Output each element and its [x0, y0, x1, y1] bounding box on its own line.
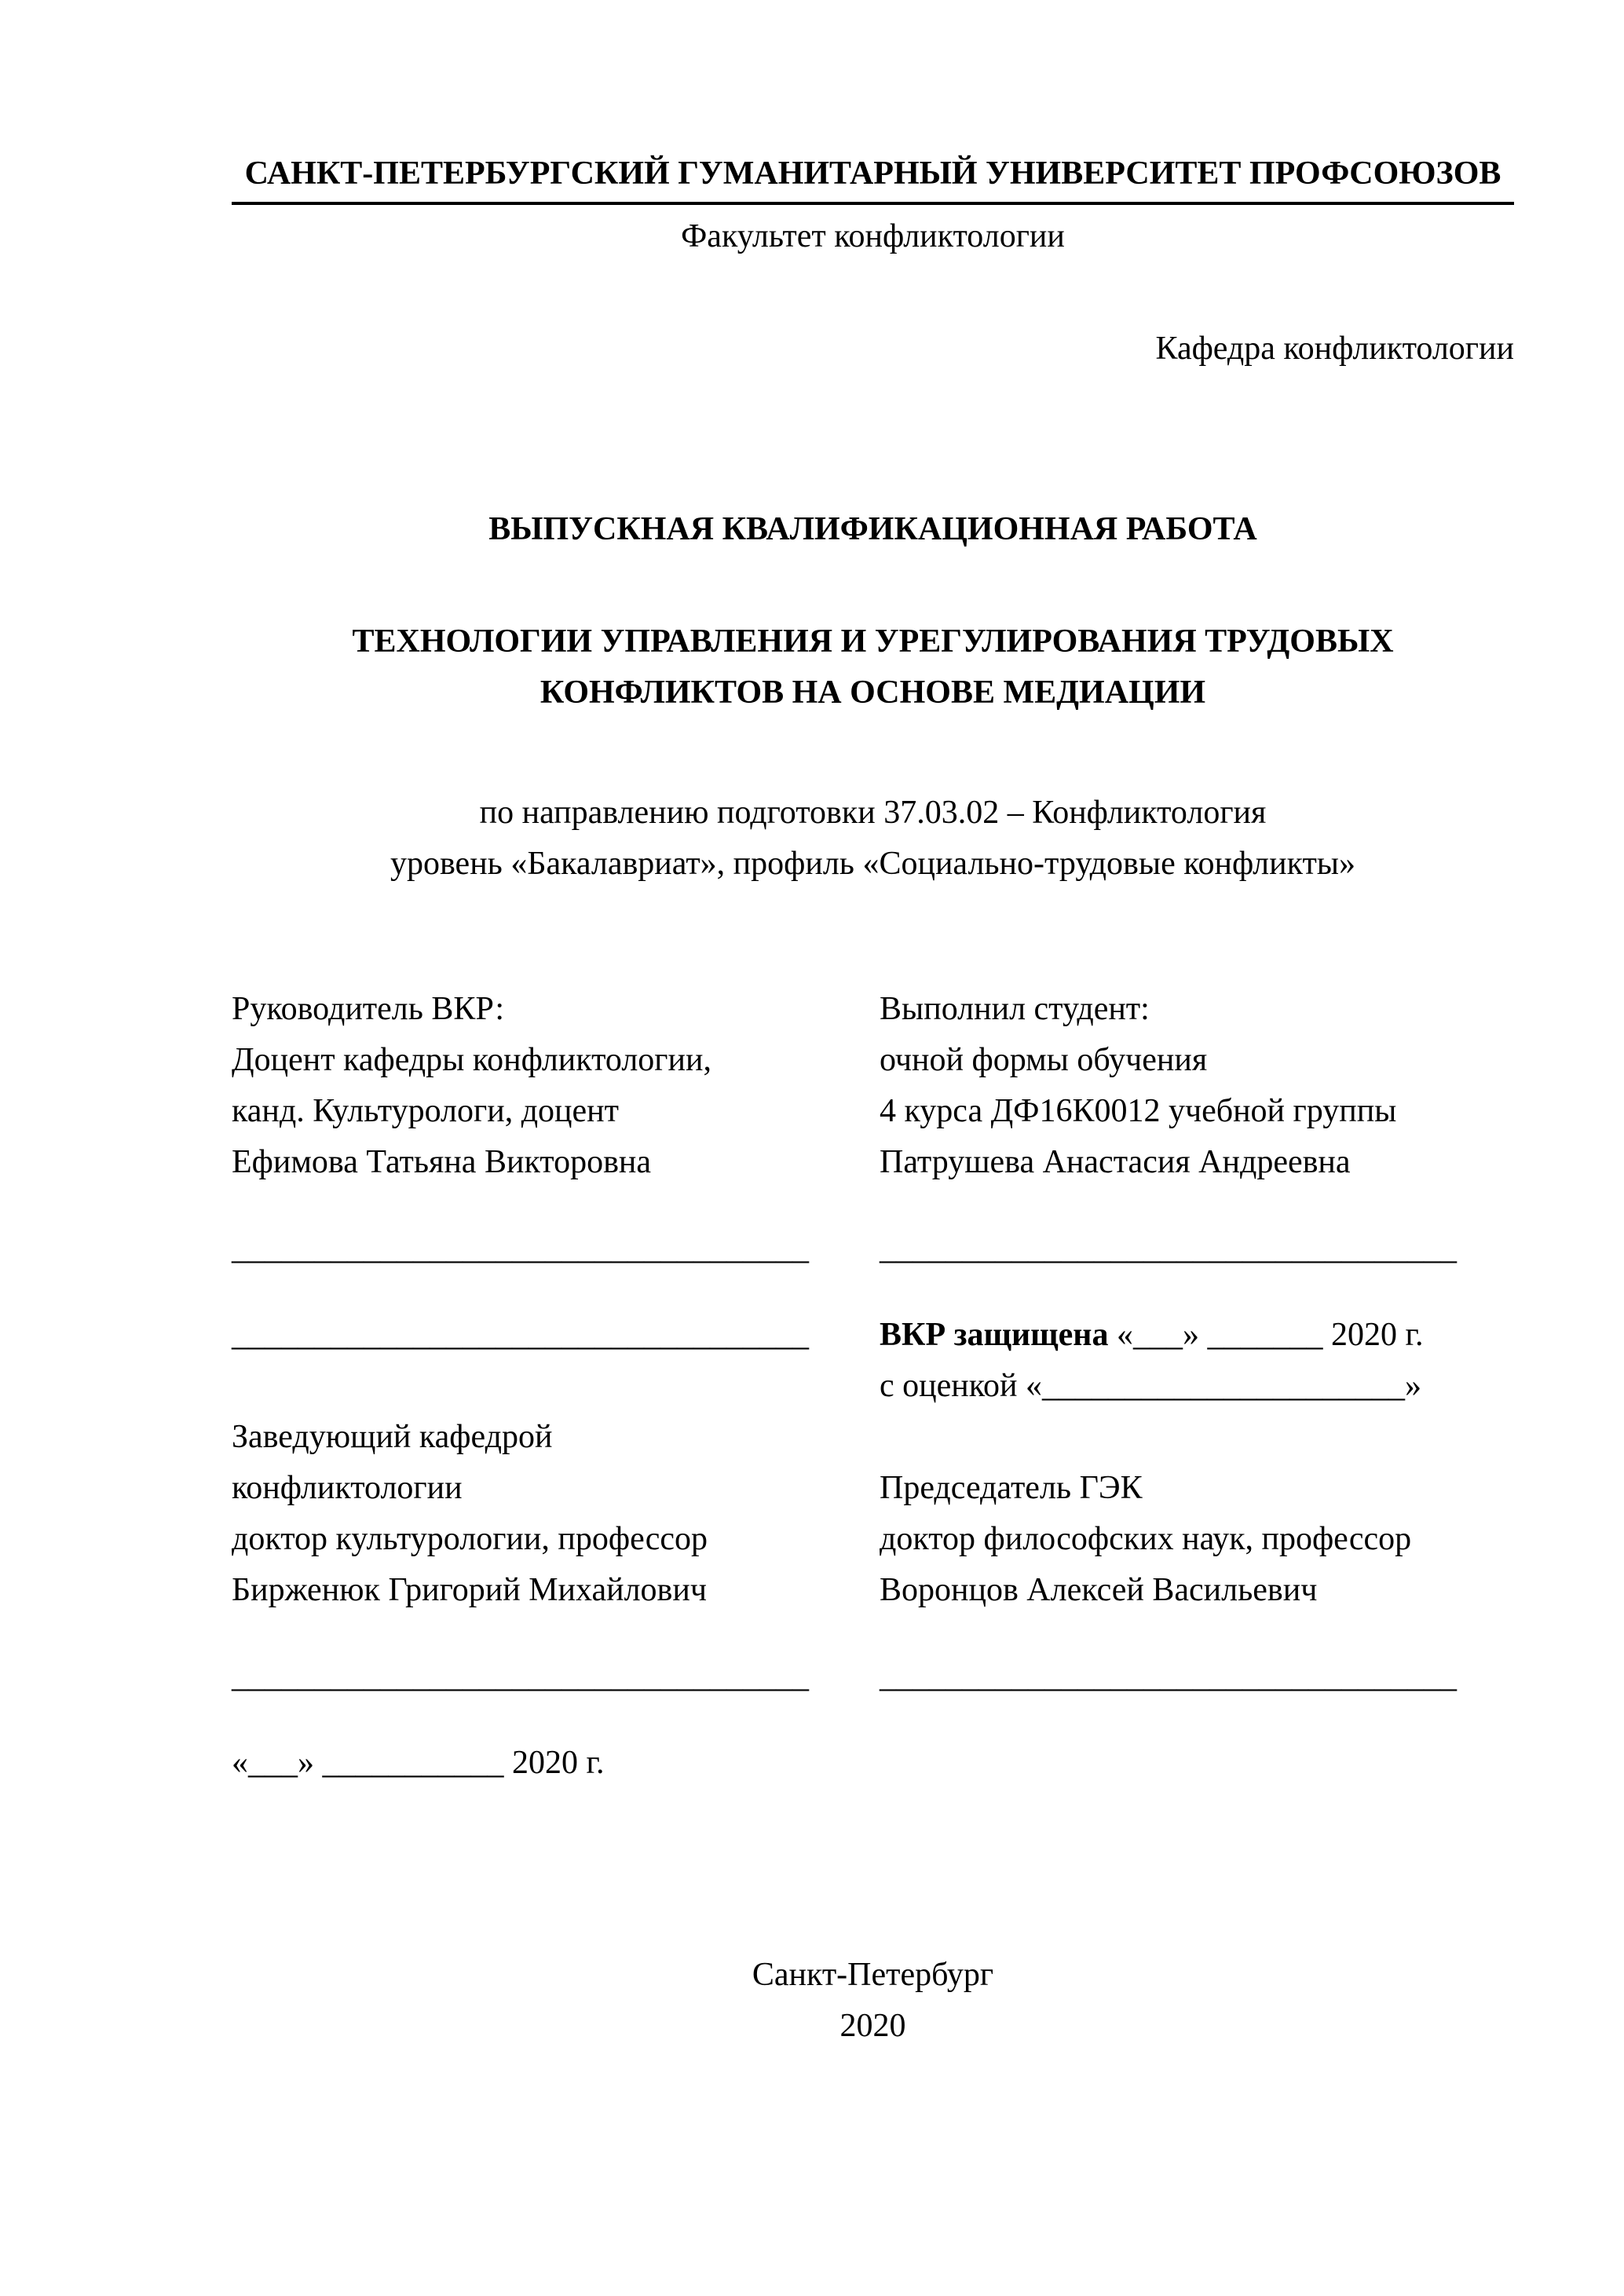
footer	[232, 1950, 1514, 2052]
gec-chair-name: Воронцов Алексей Васильевич	[880, 1572, 1318, 1608]
student-block	[880, 984, 1514, 1188]
defense-block	[880, 1310, 1514, 1616]
student-signature-line: ___________________________________	[880, 1230, 1457, 1267]
head-signature-line: ___________________________________	[232, 1317, 809, 1353]
defense-date-line	[880, 1310, 1514, 1361]
defense-row	[232, 1310, 1514, 1616]
spacer	[232, 1361, 880, 1412]
signature-row-2	[232, 1651, 1514, 1702]
signature-row-1	[232, 1223, 1514, 1274]
date-row	[232, 1738, 1514, 1789]
head-title-line2: конфликтологии	[232, 1470, 463, 1506]
department-name: Кафедра конфликтологии	[1155, 331, 1514, 367]
university-name: САНКТ-ПЕТЕРБУРГСКИЙ ГУМАНИТАРНЫЙ УНИВЕРСИТЕТ ПРОФСОЮЗОВ	[232, 153, 1514, 205]
program-level: уровень «Бакалавриат», профиль «Социально-трудовые конфликты»	[390, 846, 1356, 882]
supervisor-name: Ефимова Татьяна Викторовна	[232, 1144, 652, 1180]
student-name: Патрушева Анастасия Андреевна	[880, 1144, 1351, 1180]
thesis-title-line2: КОНФЛИКТОВ НА ОСНОВЕ МЕДИАЦИИ	[540, 675, 1206, 711]
head-degree: доктор культурологии, профессор	[232, 1521, 708, 1557]
spacer	[880, 1412, 1514, 1463]
people-columns	[232, 984, 1514, 1188]
program-info	[232, 788, 1514, 890]
work-type-title: ВЫПУСКНАЯ КВАЛИФИКАЦИОННАЯ РАБОТА	[488, 511, 1257, 547]
student-form: очной формы обучения	[880, 1042, 1208, 1078]
defense-date-blank: «___» _______ 2020 г.	[1108, 1317, 1424, 1353]
thesis-title	[232, 616, 1514, 718]
supervisor-label: Руководитель ВКР:	[232, 991, 505, 1027]
head-name: Бирженюк Григорий Михайлович	[232, 1572, 707, 1608]
gec-chair-degree: доктор философских наук, профессор	[880, 1521, 1412, 1557]
program-direction: по направлению подготовки 37.03.02 – Конфликтология	[479, 795, 1267, 831]
head-title-line1: Заведующий кафедрой	[232, 1419, 553, 1455]
head-final-signature-line: ___________________________________	[232, 1658, 809, 1695]
footer-city: Санкт-Петербург	[752, 1957, 994, 1993]
head-of-department-block	[232, 1310, 880, 1616]
faculty-name: Факультет конфликтологии	[681, 218, 1065, 254]
gec-chair-title: Председатель ГЭК	[880, 1470, 1143, 1506]
grade-line: с оценкой «______________________»	[880, 1368, 1421, 1404]
gec-signature-line: ___________________________________	[880, 1658, 1457, 1695]
thesis-title-line1: ТЕХНОЛОГИИ УПРАВЛЕНИЯ И УРЕГУЛИРОВАНИЯ ТРУДОВЫХ	[352, 623, 1394, 660]
supervisor-block	[232, 984, 880, 1188]
defense-label: ВКР защищена	[880, 1317, 1109, 1353]
supervisor-signature-line: ___________________________________	[232, 1230, 809, 1267]
approval-date-line: «___» ___________ 2020 г.	[232, 1745, 605, 1781]
student-label: Выполнил студент:	[880, 991, 1150, 1027]
supervisor-degree: канд. Культурологи, доцент	[232, 1093, 620, 1129]
student-group: 4 курса ДФ16К0012 учебной группы	[880, 1093, 1397, 1129]
supervisor-position: Доцент кафедры конфликтологии,	[232, 1042, 711, 1078]
footer-year: 2020	[839, 2008, 906, 2044]
